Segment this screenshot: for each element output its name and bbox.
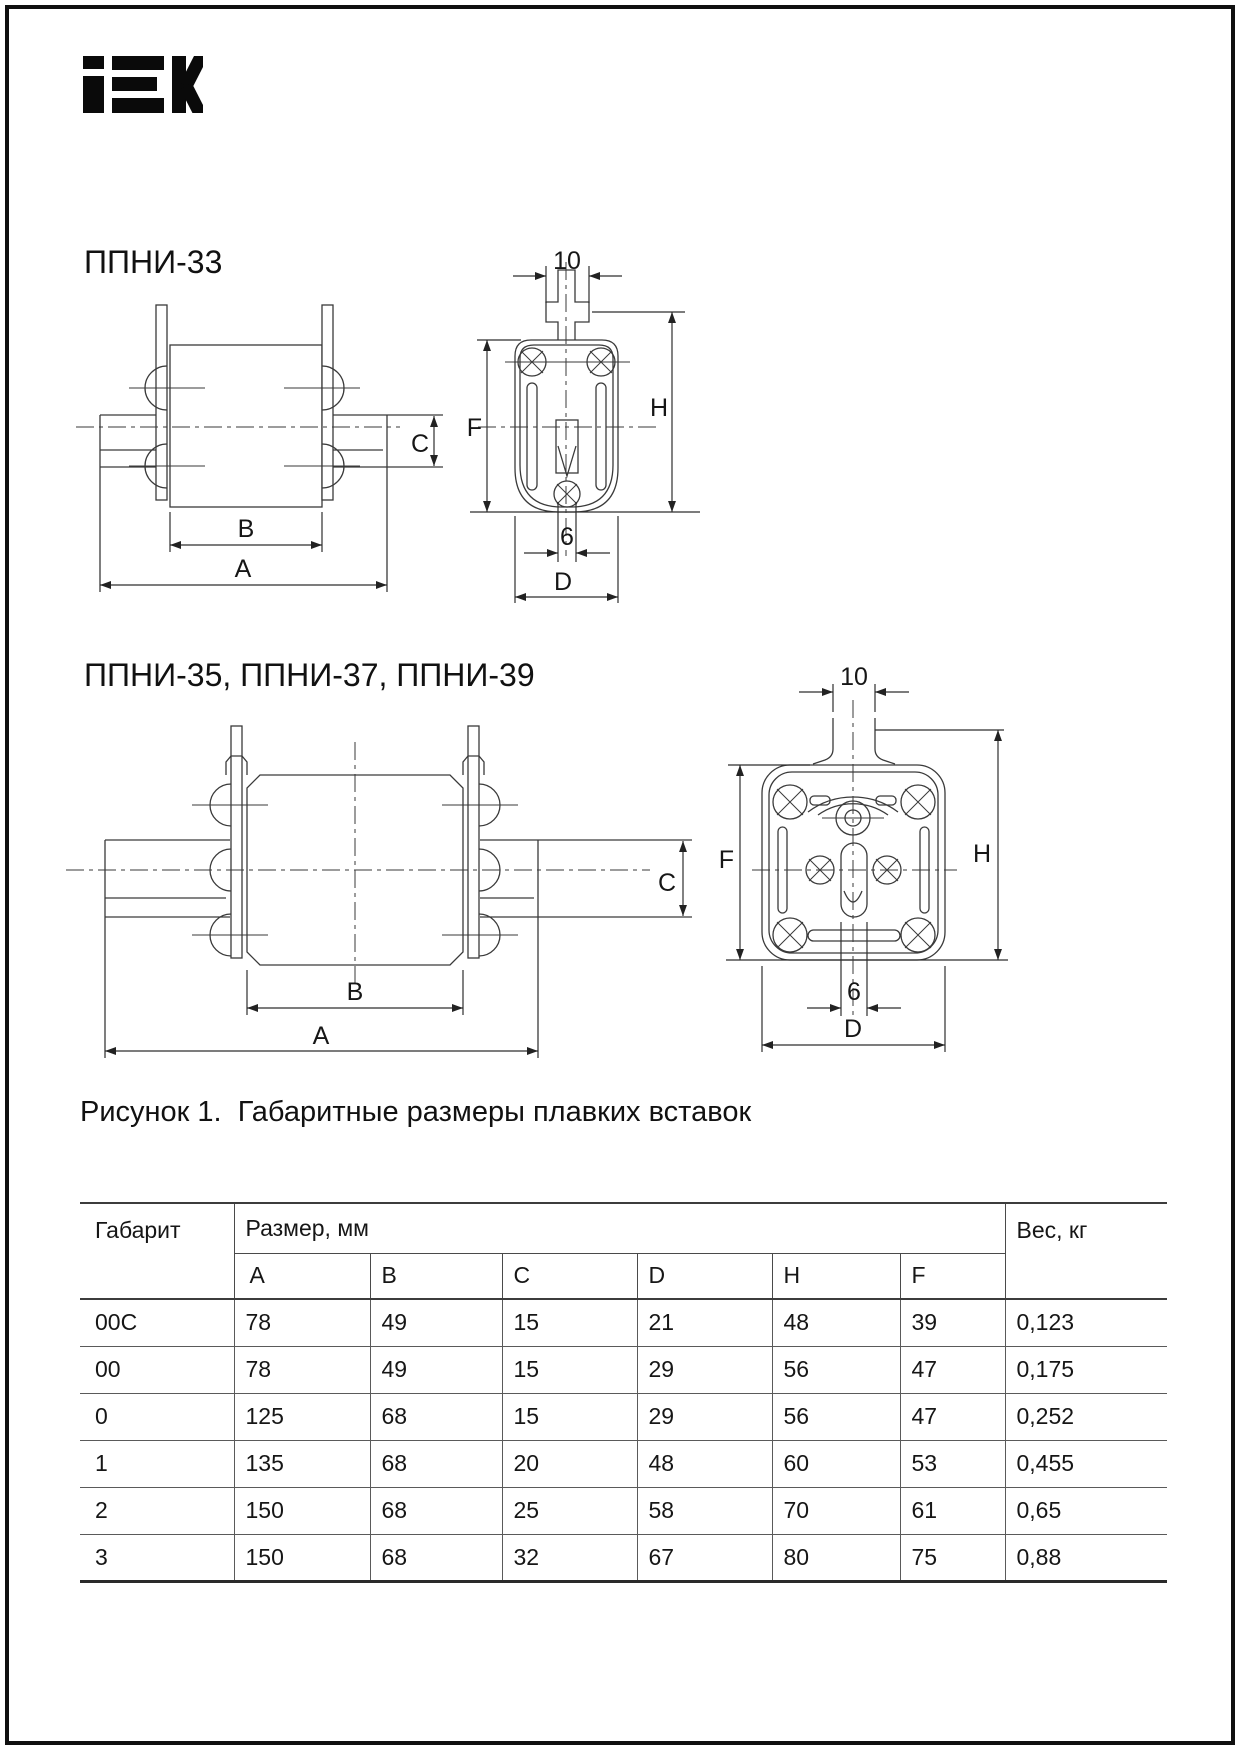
dim-cell: 25 xyxy=(502,1487,637,1534)
weight-cell: 0,123 xyxy=(1005,1299,1167,1346)
dim-cell: 60 xyxy=(772,1440,900,1487)
iek-logo xyxy=(83,56,203,113)
ppni33-front-view xyxy=(467,247,700,603)
header-gabarit: Габарит xyxy=(80,1203,234,1299)
dim-cell: 150 xyxy=(234,1534,370,1581)
dim-cell: 70 xyxy=(772,1487,900,1534)
dim-cell: 75 xyxy=(900,1534,1005,1581)
weight-cell: 0,65 xyxy=(1005,1487,1167,1534)
header-size-mm: Размер, мм xyxy=(234,1203,1005,1253)
subheader-d: D xyxy=(637,1253,772,1299)
table-row xyxy=(80,1440,1167,1487)
fig2-dim-b-label: B xyxy=(346,978,364,1006)
dim-cell: 29 xyxy=(637,1393,772,1440)
dim-cell: 68 xyxy=(370,1534,502,1581)
subheader-b: B xyxy=(370,1253,502,1299)
blade-contact-right xyxy=(468,726,479,958)
fig2-dim-6-label: 6 xyxy=(847,978,861,1006)
dim-cell: 68 xyxy=(370,1487,502,1534)
table-row xyxy=(80,1487,1167,1534)
fig1-dim-c-label: C xyxy=(410,430,429,458)
gabarit-cell: 0 xyxy=(80,1393,234,1440)
dim-cell: 48 xyxy=(772,1299,900,1346)
blade-contact-right xyxy=(322,305,333,500)
gabarit-cell: 00C xyxy=(80,1299,234,1346)
weight-cell: 0,455 xyxy=(1005,1440,1167,1487)
dim-cell: 21 xyxy=(637,1299,772,1346)
fig2-dim-f-label: F xyxy=(718,846,734,874)
table-row xyxy=(80,1534,1167,1581)
subheader-a: A xyxy=(234,1253,370,1299)
ppni35-side-view xyxy=(66,726,692,1058)
fig2-dim-10-label: 10 xyxy=(840,663,868,691)
dim-cell: 48 xyxy=(637,1440,772,1487)
dim-cell: 15 xyxy=(502,1393,637,1440)
dim-cell: 47 xyxy=(900,1346,1005,1393)
fig2-dim-a-label: A xyxy=(312,1022,330,1050)
gabarit-cell: 3 xyxy=(80,1534,234,1581)
fig1-dim-f-label: F xyxy=(466,414,482,442)
top-blade xyxy=(813,718,895,764)
gabarit-cell: 1 xyxy=(80,1440,234,1487)
dim-cell: 61 xyxy=(900,1487,1005,1534)
ppni33-drawing xyxy=(60,240,720,610)
gabarit-cell: 2 xyxy=(80,1487,234,1534)
weight-cell: 0,88 xyxy=(1005,1534,1167,1581)
dim-cell: 78 xyxy=(234,1346,370,1393)
fuse-body xyxy=(170,345,322,507)
dim-cell: 56 xyxy=(772,1346,900,1393)
fig1-dim-d-label: D xyxy=(553,568,573,596)
subheader-h: H xyxy=(772,1253,900,1299)
table-row xyxy=(80,1393,1167,1440)
ppni35-39-drawing xyxy=(60,655,1020,1080)
weight-cell: 0,252 xyxy=(1005,1393,1167,1440)
figure1-title: ППНИ-33 xyxy=(84,244,223,280)
dim-cell: 32 xyxy=(502,1534,637,1581)
top-blade xyxy=(546,270,589,340)
gabarit-cell: 00 xyxy=(80,1346,234,1393)
iek-logo-glyphs xyxy=(83,56,203,113)
figure-caption: Рисунок 1. Габаритные размеры плавких вставок xyxy=(80,1096,752,1128)
table-row xyxy=(80,1346,1167,1393)
dim-cell: 49 xyxy=(370,1346,502,1393)
dim-cell: 68 xyxy=(370,1440,502,1487)
dim-cell: 135 xyxy=(234,1440,370,1487)
dim-cell: 67 xyxy=(637,1534,772,1581)
dim-cell: 68 xyxy=(370,1393,502,1440)
dim-cell: 56 xyxy=(772,1393,900,1440)
fig1-dim-10-label: 10 xyxy=(553,247,581,275)
table-subheader-row xyxy=(80,1253,1167,1299)
dim-cell: 47 xyxy=(900,1393,1005,1440)
dim-cell: 39 xyxy=(900,1299,1005,1346)
ppni33-side-view xyxy=(76,305,443,592)
fig1-dim-b-label: B xyxy=(237,515,255,543)
fig2-dim-d-label: D xyxy=(843,1015,863,1043)
blade-contact-left xyxy=(156,305,167,500)
subheader-c: C xyxy=(502,1253,637,1299)
subheader-f: F xyxy=(900,1253,1005,1299)
fig2-dim-h-label: H xyxy=(972,840,991,868)
dim-cell: 58 xyxy=(637,1487,772,1534)
dim-cell: 20 xyxy=(502,1440,637,1487)
table-row xyxy=(80,1299,1167,1346)
dim-cell: 15 xyxy=(502,1299,637,1346)
dim-cell: 29 xyxy=(637,1346,772,1393)
blade-contact-left xyxy=(231,726,242,958)
fig1-dim-6-label: 6 xyxy=(560,523,574,551)
fig2-dim-c-label: C xyxy=(657,869,676,897)
dim-cell: 53 xyxy=(900,1440,1005,1487)
dimensions-table xyxy=(80,1202,1167,1583)
dim-cell: 78 xyxy=(234,1299,370,1346)
fig1-dim-a-label: A xyxy=(234,555,252,583)
dim-cell: 15 xyxy=(502,1346,637,1393)
table-header-row xyxy=(80,1203,1167,1253)
dim-cell: 80 xyxy=(772,1534,900,1581)
dim-cell: 49 xyxy=(370,1299,502,1346)
weight-cell: 0,175 xyxy=(1005,1346,1167,1393)
ppni35-front-view xyxy=(719,663,1008,1052)
header-weight: Вес, кг xyxy=(1005,1203,1167,1299)
dim-cell: 125 xyxy=(234,1393,370,1440)
figure2-title: ППНИ-35, ППНИ-37, ППНИ-39 xyxy=(84,657,535,693)
dim-cell: 150 xyxy=(234,1487,370,1534)
fig1-dim-h-label: H xyxy=(649,394,668,422)
